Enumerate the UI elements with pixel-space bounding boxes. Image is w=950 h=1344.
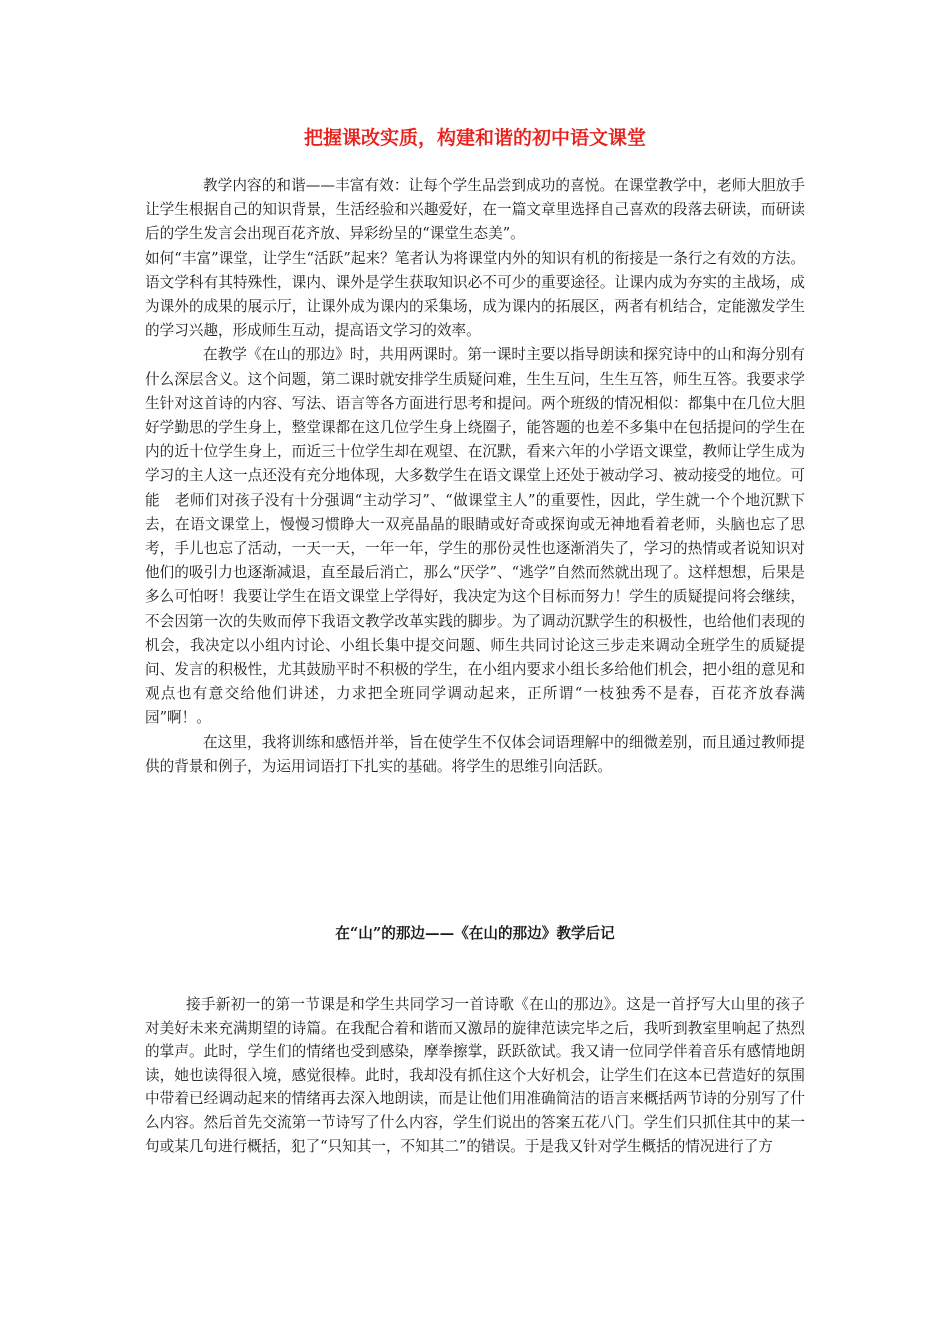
paragraph: 在教学《在山的那边》时，共用两课时。第一课时主要以指导朗读和探究诗中的山和海分别有什么深层含义。这个问题，第二课时就安排学生质疑问难，生生互问，生生互答，师生互答。我要求学生针对这首诗的内容、写法、语言等各方面进行思考和提问。两个班级的情况相似：都集中在几位大胆好学勤思的学生身上，整堂课都在这几位学生身上绕圈子，能答题的也差不多集中在包括提问的学生在内的近十位学生身上，而近三十位学生却在观望、在沉默，看来六年的小学语文课堂，教师让学生成为学习的主人这一点还没有充分地体现，大多数学生在语文课堂上还处于被动学习、被动接受的地位。可 能 老师们对孩子没有十分强调“主动学习”、“做课堂主人”的重要性，因此，学生就一个个地沉默下去，在语文课堂上，慢慢习惯睁大一双亮晶晶的眼睛或好奇或探询或无神地看着老师，头脑也忘了思考，手儿也忘了活动，一天一天，一年一年，学生的那份灵性也逐渐消失了，学习的热情或者说知识对他们的吸引力也逐渐减退，直至最后消亡，那么“厌学”、“逃学”自然而然就出现了。这样想想，后果是多么可怕呀！我要让学生在语文课堂上学得好，我决定为这个目标而努力！学生的质疑提问将会继续，不会因第一次的失败而停下我语文教学改革实践的脚步。为了调动沉默学生的积极性，也给他们表现的机会，我决定以小组内讨论、小组长集中提交问题、师生共同讨论这三步走来调动全班学生的质疑提问、发言的积极性，尤其鼓励平时不积极的学生，在小组内要求小组长多给他们机会，把小组的意见和观点也有意交给他们讲述，力求把全班同学调动起来，正所谓“一枝独秀不是春，百花齐放春满园”啊！。 <box>145 346 820 727</box>
paragraph: 如何“丰富”课堂，让学生“活跃”起来？笔者认为将课堂内外的知识有机的衔接是一条行之有效的方法。语文学科有其特殊性，课内、课外是学生获取知识必不可少的重要途径。让课内成为夯实的主战场，成为课外的成果的展示厅，让课外成为课内的采集场，成为课内的拓展区，两者有机结合，定能激发学生的学习兴趣，形成师生互动，提高语文学习的效率。 <box>145 249 805 340</box>
document-title: 把握课改实质，构建和谐的初中语文课堂 <box>303 127 646 149</box>
section-1-body <box>145 174 820 779</box>
paragraph: 在这里，我将训练和感悟并举，旨在使学生不仅体会词语理解中的细微差别，而且通过教师提供的背景和例子，为运用词语打下扎实的基础。将学生的思维引向活跃。 <box>145 733 805 775</box>
section-2-body <box>145 993 805 1158</box>
paragraph: 教学内容的和谐——丰富有效：让每个学生品尝到成功的喜悦。在课堂教学中，老师大胆放手让学生根据自己的知识背景，生活经验和兴趣爱好，在一篇文章里选择自己喜欢的段落去研读，而研读后的学生发言会出现百花齐放、异彩纷呈的“课堂生态美”。 <box>145 177 805 243</box>
section-2-title: 在“山”的那边——《在山的那边》教学后记 <box>335 925 615 942</box>
paragraph: 接手新初一的第一节课是和学生共同学习一首诗歌《在山的那边》。这是一首抒写大山里的孩子对美好未来充满期望的诗篇。在我配合着和谐而又激昂的旋律范读完毕之后，我听到教室里响起了热烈的掌声。此时，学生们的情绪也受到感染，摩拳擦掌，跃跃欲试。我又请一位同学伴着音乐有感情地朗读，她也读得很入境，感觉很棒。此时，我却没有抓住这个大好机会，让学生们在这本已营造好的氛围中带着已经调动起来的情绪再去深入地朗读，而是让他们用准确简洁的语言来概括两节诗的分别写了什么内容。然后首先交流第一节诗写了什么内容，学生们说出的答案五花八门。学生们只抓住其中的某一句或某几句进行概括，犯了“只知其一，不知其二”的错误。于是我又针对学生概括的情况进行了方 <box>145 996 805 1155</box>
